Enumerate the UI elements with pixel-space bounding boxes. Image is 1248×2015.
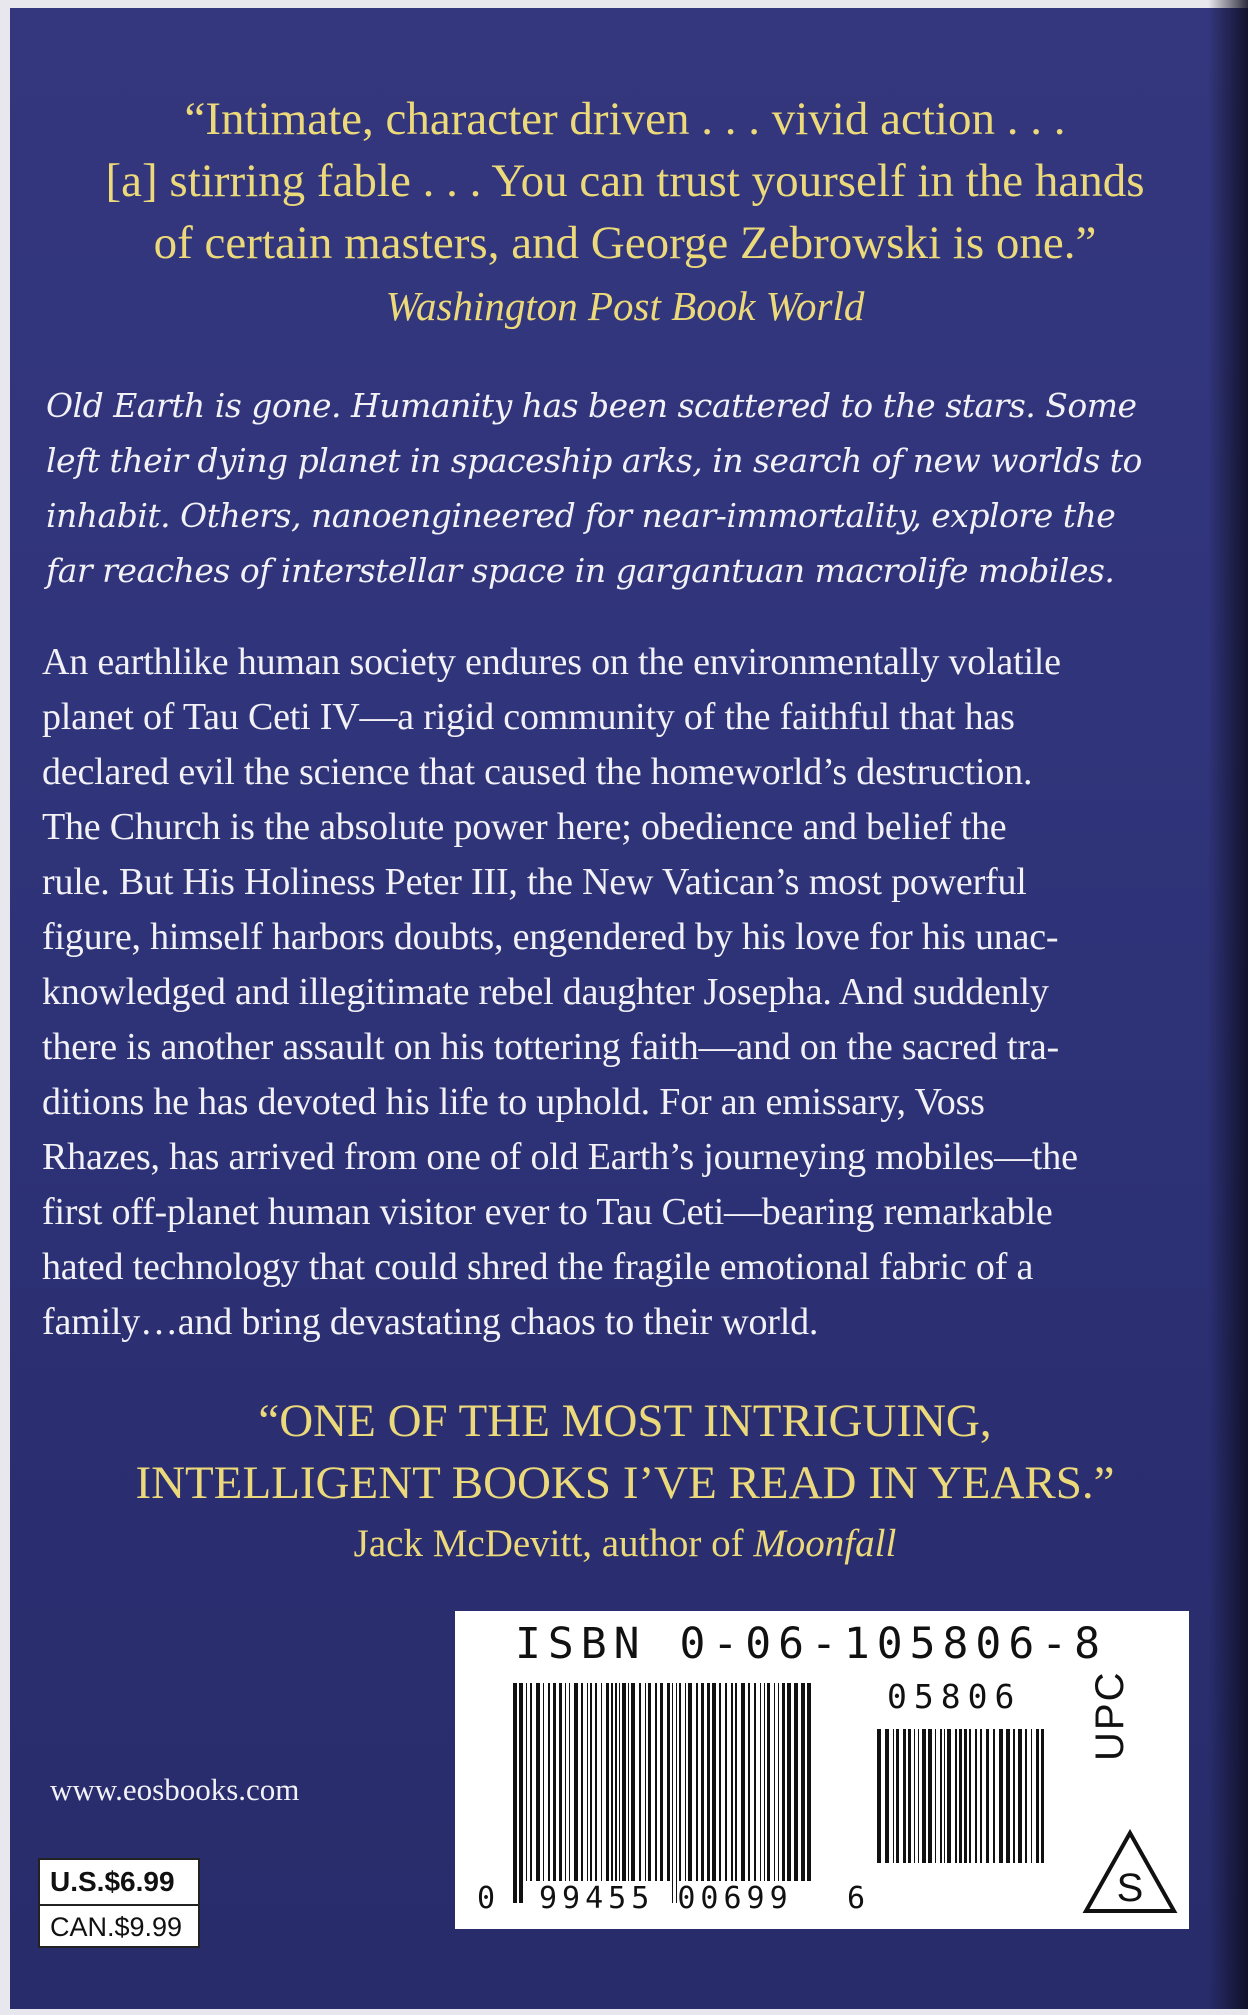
barcode-bar <box>914 1729 915 1863</box>
barcode-bar <box>559 1683 562 1881</box>
barcode-bar <box>794 1683 798 1881</box>
barcode-bar <box>764 1683 765 1881</box>
barcode-bar <box>526 1683 527 1881</box>
barcode-bar <box>590 1683 592 1881</box>
supplement-barcode <box>877 1729 1044 1885</box>
intro-paragraph <box>46 378 1186 598</box>
barcode-bar <box>595 1683 597 1881</box>
barcode-bar <box>1013 1729 1015 1863</box>
quote-line: “ONE OF THE MOST INTRIGUING, <box>258 1395 992 1447</box>
barcode-bar <box>807 1683 811 1881</box>
barcode-bar <box>877 1729 881 1863</box>
barcode-bar <box>615 1683 617 1881</box>
barcode-bar <box>712 1683 716 1881</box>
barcode-bar <box>944 1729 945 1863</box>
barcode-bar <box>553 1683 556 1881</box>
barcode-bar <box>1018 1729 1022 1863</box>
barcode-bar <box>685 1683 686 1881</box>
barcode-bar <box>903 1729 906 1863</box>
barcode-bar <box>735 1683 737 1881</box>
barcode-bar <box>667 1683 670 1881</box>
price-box <box>38 1858 200 1948</box>
barcode-bar <box>660 1683 663 1881</box>
barcode-bar <box>619 1683 620 1881</box>
upc-label: UPC <box>1088 1670 1132 1761</box>
quote-source: Washington Post Book World <box>385 283 865 329</box>
barcode-bar <box>993 1729 995 1863</box>
barcode-bar <box>645 1683 646 1881</box>
ean-digit-right: 6 <box>847 1881 866 1916</box>
barcode-bar <box>606 1683 609 1881</box>
barcode-bar <box>611 1683 613 1881</box>
synopsis-line: first off-planet human visitor ever to Tau Ceti—bearing remarkable <box>42 1191 1053 1233</box>
barcode-bar <box>536 1683 540 1881</box>
barcode-bar <box>955 1729 957 1863</box>
scan-edge-left <box>0 0 10 2015</box>
barcode-bar <box>731 1683 733 1881</box>
barcode-bar <box>628 1683 629 1881</box>
price-us: U.S.$6.99 <box>40 1860 198 1906</box>
barcode-bar <box>548 1683 550 1881</box>
barcode-bar <box>672 1683 673 1903</box>
intro-line: inhabit. Others, nanoengineered for near-immortality, explore the <box>46 496 1116 535</box>
barcode-bar <box>622 1683 626 1881</box>
barcode-bar <box>975 1729 977 1863</box>
synopsis-paragraph <box>42 635 1190 1350</box>
synopsis-line: hated technology that could shred the fragile emotional fabric of a <box>42 1246 1034 1288</box>
quote-line: of certain masters, and George Zebrowski is one.” <box>153 217 1097 269</box>
barcode-bar <box>601 1683 602 1881</box>
barcode-bar <box>701 1683 704 1881</box>
barcode-bar <box>767 1683 770 1881</box>
attribution-book-title: Moonfall <box>753 1522 897 1565</box>
barcode-bar <box>787 1683 791 1881</box>
barcode-bar <box>782 1683 785 1881</box>
barcode-bar <box>947 1729 951 1863</box>
barcode-bar <box>774 1683 775 1881</box>
barcode-bar <box>1036 1729 1039 1863</box>
rating-symbol: S <box>1116 1866 1144 1910</box>
barcode-bar <box>980 1729 982 1863</box>
synopsis-line: figure, himself harbors doubts, engendered by his love for his unac- <box>42 916 1059 958</box>
synopsis-line: planet of Tau Ceti IV—a rigid community of the faithful that has <box>42 696 1015 738</box>
barcode-bar <box>530 1683 532 1881</box>
barcode-bar <box>885 1729 889 1863</box>
supplement-number: 05806 <box>887 1677 1022 1716</box>
barcode-bar <box>696 1683 698 1881</box>
isbn-number: ISBN 0-06-105806-8 <box>515 1619 1107 1669</box>
spine-shadow <box>1208 0 1248 2015</box>
barcode-bar <box>778 1683 779 1881</box>
barcode-bar <box>725 1683 727 1881</box>
barcode-bar <box>569 1683 570 1881</box>
intro-line: far reaches of interstellar space in gargantuan macrolife mobiles. <box>46 551 1115 590</box>
barcode-bar <box>893 1729 894 1863</box>
barcode-bar <box>940 1729 942 1863</box>
publisher-website: www.eosbooks.com <box>50 1772 300 1807</box>
barcode-bar <box>648 1683 651 1881</box>
main-barcode <box>513 1683 813 1903</box>
barcode-panel <box>455 1611 1189 1929</box>
scan-edge-top <box>0 0 1248 8</box>
barcode-bar <box>748 1683 750 1881</box>
barcode-bar <box>676 1683 677 1903</box>
barcode-bar <box>741 1683 745 1881</box>
barcode-bar <box>928 1729 932 1863</box>
synopsis-line: Rhazes, has arrived from one of old Earth’s journeying mobiles—the <box>42 1136 1078 1178</box>
barcode-bar <box>639 1683 641 1881</box>
barcode-bar <box>679 1683 681 1881</box>
barcode-bar <box>964 1729 967 1863</box>
ean-digit-left: 0 <box>477 1881 496 1916</box>
barcode-bar <box>896 1729 899 1863</box>
price-can: CAN.$9.99 <box>50 1912 183 1942</box>
barcode-bar <box>574 1683 578 1881</box>
barcode-bar <box>959 1729 962 1863</box>
attribution-author: Jack McDevitt, author of <box>353 1522 754 1565</box>
barcode-bar <box>801 1683 805 1881</box>
barcode-bar <box>935 1729 936 1863</box>
barcode-bar <box>719 1683 721 1881</box>
barcode-bar <box>513 1683 517 1903</box>
barcode-bar <box>655 1683 657 1881</box>
barcode-bar <box>754 1683 756 1881</box>
barcode-bar <box>908 1729 911 1863</box>
barcode-bar <box>1025 1729 1027 1863</box>
ean-digits-middle: 99455 00699 <box>539 1881 793 1916</box>
barcode-bar <box>760 1683 761 1881</box>
barcode-bar <box>707 1683 710 1881</box>
barcode-bar <box>631 1683 635 1881</box>
synopsis-line: An earthlike human society endures on the environmentally volatile <box>42 641 1061 683</box>
barcode-bar <box>986 1729 989 1863</box>
barcode-bar <box>969 1729 971 1863</box>
barcode-bar <box>565 1683 566 1881</box>
barcode-bar <box>688 1683 692 1881</box>
rating-triangle-icon <box>1082 1829 1178 1915</box>
quote-line: [a] stirring fable . . . You can trust yourself in the hands <box>105 155 1145 207</box>
barcode-bar <box>587 1683 588 1881</box>
barcode-bar <box>543 1683 544 1881</box>
synopsis-line: rule. But His Holiness Peter III, the New Vatican’s most powerful <box>42 861 1027 903</box>
barcode-bar <box>1006 1729 1010 1863</box>
barcode-bar <box>1041 1729 1044 1863</box>
intro-line: left their dying planet in spaceship arks, in search of new worlds to <box>46 441 1142 480</box>
synopsis-line: The Church is the absolute power here; obedience and belief the <box>42 806 1007 848</box>
barcode-bar <box>519 1683 523 1903</box>
barcode-bar <box>922 1729 926 1863</box>
scan-edge-bottom <box>0 2009 1248 2015</box>
quote-line: INTELLIGENT BOOKS I’VE READ IN YEARS.” <box>135 1457 1115 1509</box>
synopsis-line: declared evil the science that caused the homeworld’s destruction. <box>42 751 1033 793</box>
barcode-bar <box>1031 1729 1032 1863</box>
barcode-bar <box>918 1729 919 1863</box>
barcode-bar <box>581 1683 583 1881</box>
synopsis-line: knowledged and illegitimate rebel daughter Josepha. And suddenly <box>42 971 1049 1013</box>
quote-attribution <box>60 1516 1190 1572</box>
review-quote-bottom <box>60 1390 1190 1572</box>
intro-line: Old Earth is gone. Humanity has been scattered to the stars. Some <box>46 386 1137 425</box>
synopsis-line: there is another assault on his tottering faith—and on the sacred tra- <box>42 1026 1059 1068</box>
synopsis-line: ditions he has devoted his life to uphold. For an emissary, Voss <box>42 1081 985 1123</box>
review-quote-top <box>60 88 1190 336</box>
synopsis-line: family…and bring devastating chaos to their world. <box>42 1301 819 1343</box>
quote-line: “Intimate, character driven . . . vivid action . . . <box>184 93 1066 145</box>
barcode-bar <box>999 1729 1003 1863</box>
